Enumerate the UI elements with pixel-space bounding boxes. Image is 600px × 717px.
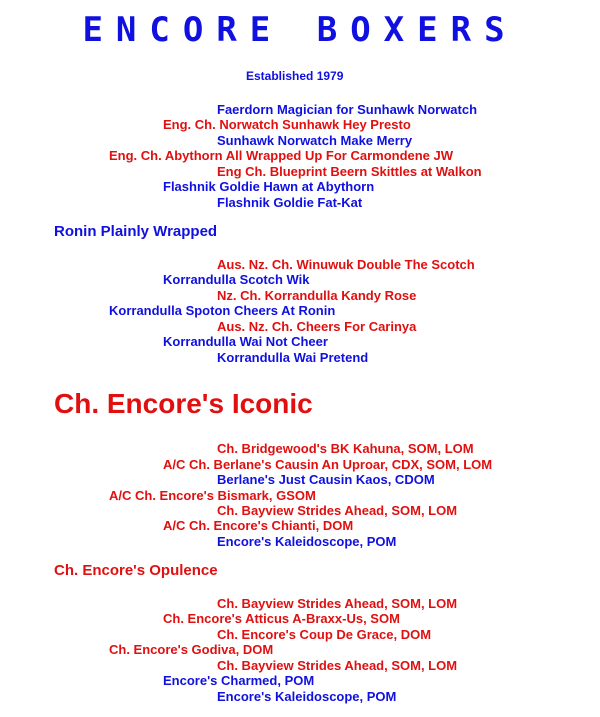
pedigree-dam-dam: Korrandulla Wai Pretend xyxy=(217,350,369,365)
pedigree-dam-dam: Encore's Kaleidoscope, POM xyxy=(217,689,397,704)
established-text: Established 1979 xyxy=(246,69,344,83)
pedigree-sire: A/C Ch. Berlane's Causin An Uproar, CDX, SOM, LOM xyxy=(163,457,493,472)
kennel-title: ENCORE BOXERS xyxy=(82,10,518,50)
pedigree-sire: Korrandulla Scotch Wik xyxy=(163,272,310,287)
pedigree-sire-sire: Aus. Nz. Ch. Winuwuk Double The Scotch xyxy=(217,257,475,272)
pedigree-sire-sire: Faerdorn Magician for Sunhawk Norwatch xyxy=(217,102,478,117)
pedigree-parent: Eng. Ch. Abythorn All Wrapped Up For Carmondene JW xyxy=(109,148,454,163)
pedigree-dam: Flashnik Goldie Hawn at Abythorn xyxy=(163,179,375,194)
pedigree-parent: A/C Ch. Encore's Bismark, GSOM xyxy=(109,488,316,503)
pedigree-sire-sire: Ch. Bayview Strides Ahead, SOM, LOM xyxy=(217,596,458,611)
pedigree-dam-sire: Eng Ch. Blueprint Beern Skittles at Walkon xyxy=(217,164,482,179)
dog-name: Ch. Encore's Opulence xyxy=(54,562,218,579)
pedigree-parent: Korrandulla Spoton Cheers At Ronin xyxy=(109,303,336,318)
pedigree-parent: Ch. Encore's Godiva, DOM xyxy=(109,642,274,657)
pedigree-dam: Encore's Charmed, POM xyxy=(163,673,315,688)
dog-name: Ch. Encore's Iconic xyxy=(54,388,313,419)
dog-name: Ronin Plainly Wrapped xyxy=(54,223,218,240)
pedigree-dam: Korrandulla Wai Not Cheer xyxy=(163,334,328,349)
pedigree-sire-dam: Nz. Ch. Korrandulla Kandy Rose xyxy=(217,288,417,303)
pedigree-sire-dam: Sunhawk Norwatch Make Merry xyxy=(217,133,413,148)
pedigree-dam: A/C Ch. Encore's Chianti, DOM xyxy=(163,518,354,533)
pedigree-dam-sire: Ch. Bayview Strides Ahead, SOM, LOM xyxy=(217,503,458,518)
pedigree-sire-dam: Ch. Encore's Coup De Grace, DOM xyxy=(217,627,432,642)
pedigree-dam-sire: Ch. Bayview Strides Ahead, SOM, LOM xyxy=(217,658,458,673)
pedigree-dam-dam: Encore's Kaleidoscope, POM xyxy=(217,534,397,549)
pedigree-sire: Ch. Encore's Atticus A-Braxx-Us, SOM xyxy=(163,611,400,626)
pedigree-sire: Eng. Ch. Norwatch Sunhawk Hey Presto xyxy=(163,117,411,132)
pedigree-dam-dam: Flashnik Goldie Fat-Kat xyxy=(217,195,363,210)
pedigree-dam-sire: Aus. Nz. Ch. Cheers For Carinya xyxy=(217,319,417,334)
pedigree-sire-sire: Ch. Bridgewood's BK Kahuna, SOM, LOM xyxy=(217,441,474,456)
pedigree-sire-dam: Berlane's Just Causin Kaos, CDOM xyxy=(217,472,435,487)
